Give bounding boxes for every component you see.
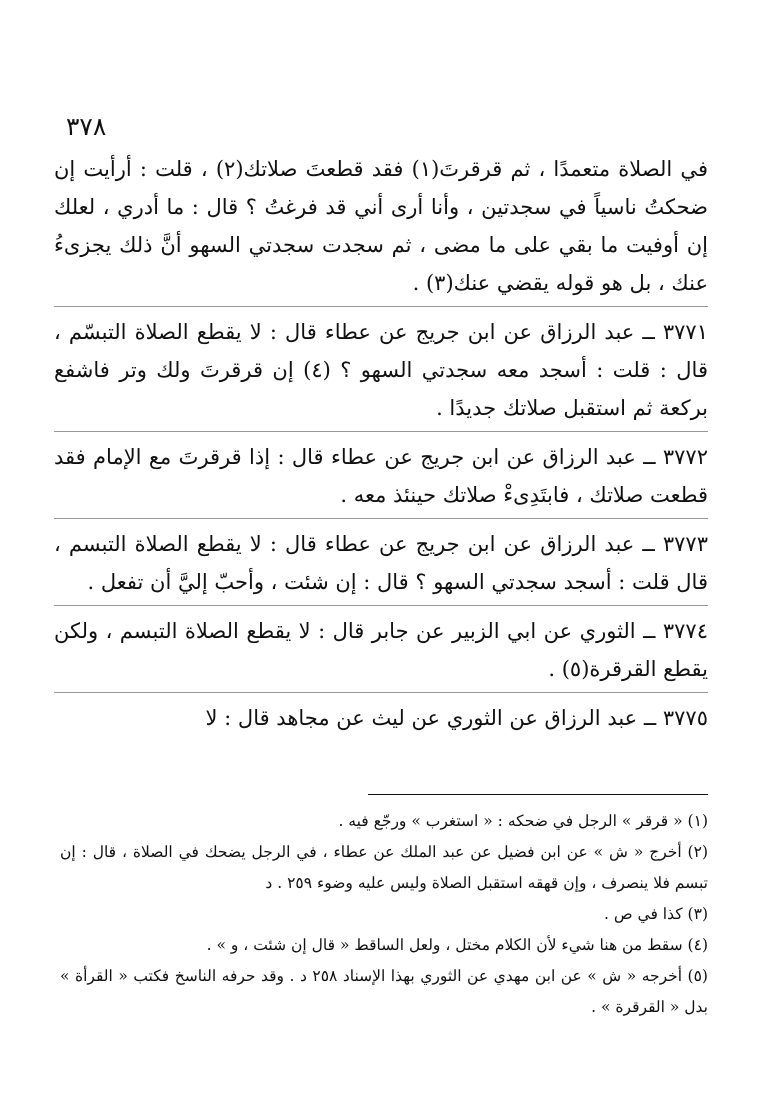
paragraph-separator bbox=[54, 306, 708, 307]
page-number: ٣٧٨ bbox=[66, 112, 107, 141]
footnote-1: (١) « قرقر » الرجل في ضحكه : « استغرب » ورجّع فيه . bbox=[338, 812, 708, 830]
main-text bbox=[54, 150, 708, 737]
paragraph-separator bbox=[54, 692, 708, 693]
hadith-3775: ٣٧٧٥ ــ عبد الرزاق عن الثوري عن ليث عن مجاهد قال : لا bbox=[205, 706, 708, 730]
paragraph-separator bbox=[54, 431, 708, 432]
footnote-rule bbox=[368, 794, 708, 795]
hadith-3772: ٣٧٧٢ ــ عبد الرزاق عن ابن جريج عن عطاء قال : إذا قرقرتَ مع الإمام فقد قطعت صلاتك ، فابتَدِىءْ صلاتك حينئذ معه . bbox=[54, 445, 708, 507]
footnote-2: (٢) أخرج « ش » عن ابن فضيل عن عبد الملك عن عطاء ، في الرجل يضحك في الصلاة ، قال : إن تبسم فلا ينصرف ، وإن قهقه استقبل الصلاة وليس عليه وضوء ٢٥٩ . د bbox=[60, 843, 708, 892]
footnote-4: (٤) سقط من هنا شيء لأن الكلام مختل ، ولعل الساقط « قال إن شئت ، و » . bbox=[206, 936, 708, 954]
paragraph-continuation: في الصلاة متعمدًا ، ثم قرقرتَ(١) فقد قطعتَ صلاتك(٢) ، قلت : أرأيت إن ضحكتُ ناسياً في سجدتين ، وأنا أرى أني قد فرغتُ ؟ قال : ما أدري ، لعلك إن أوفيت ما بقي على ما مضى ، ثم سجدت سجدتي السهو أنَّ ذلك يجزىءُ عنك ، بل هو قوله يقضي عنك(٣) . bbox=[54, 157, 708, 295]
footnotes bbox=[60, 806, 708, 1023]
footnote-3: (٣) كذا في ص . bbox=[604, 905, 708, 923]
footnote-5: (٥) أخرجه « ش » عن ابن مهدي عن الثوري بهذا الإسناد ٢٥٨ د . وقد حرفه الناسخ فكتب « القرأة » بدل « القرقرة » . bbox=[60, 967, 708, 1016]
hadith-3773: ٣٧٧٣ ــ عبد الرزاق عن ابن جريج عن عطاء قال : لا يقطع الصلاة التبسم ، قال قلت : أسجد سجدتي السهو ؟ قال : إن شئت ، وأحبّ إليَّ أن تفعل . bbox=[54, 532, 708, 594]
hadith-3774: ٣٧٧٤ ــ الثوري عن ابي الزبير عن جابر قال : لا يقطع الصلاة التبسم ، ولكن يقطع القرقرة(٥) . bbox=[54, 619, 708, 681]
hadith-3771: ٣٧٧١ ــ عبد الرزاق عن ابن جريج عن عطاء قال : لا يقطع الصلاة التبسّم ، قال : قلت : أسجد معه سجدتي السهو ؟ (٤) إن قرقرتَ ولك وتر فاشفع بركعة ثم استقبل صلاتك جديدًا . bbox=[54, 320, 708, 420]
paragraph-separator bbox=[54, 518, 708, 519]
paragraph-separator bbox=[54, 605, 708, 606]
